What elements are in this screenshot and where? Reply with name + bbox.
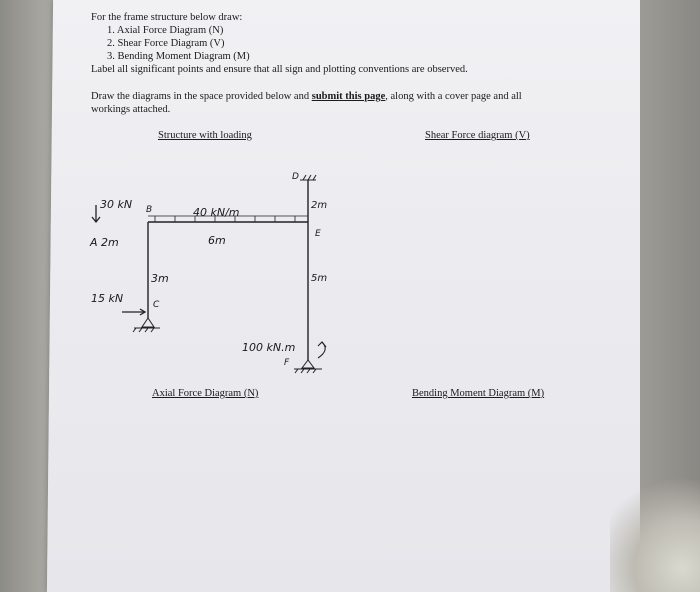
intro-text: For the frame structure below draw: [91, 12, 243, 23]
draw-instruction-2: workings attached. [91, 104, 171, 115]
udl-label: 40 kN/m [193, 206, 240, 219]
moment-label: 100 kN.m [242, 341, 296, 354]
support-d [300, 175, 316, 180]
dim-3m-label: 3m [151, 272, 169, 285]
load-30kn-arrow [92, 205, 100, 222]
support-c [133, 318, 160, 332]
node-f-label: F [284, 358, 290, 368]
load-15kn-arrow [122, 309, 145, 315]
node-d-label: D [292, 172, 299, 182]
left-2m-label [90, 236, 119, 249]
load-15kn-label: 15 kN [91, 292, 124, 305]
draw-text-start: Draw the diagrams in the space provided below and [91, 91, 312, 102]
moment-arrow [318, 342, 326, 358]
load-30kn-label: 30 kN [100, 198, 133, 211]
structure-heading: Structure with loading [158, 130, 252, 141]
axial-heading: Axial Force Diagram (N) [152, 388, 259, 399]
submit-emphasis: submit this page [311, 91, 386, 102]
node-b-label: B [146, 205, 153, 215]
instruction-item-1: 1. Axial Force Diagram (N) [107, 25, 224, 36]
node-a-label: A [90, 236, 98, 249]
dim-5m-label: 5m [311, 273, 328, 284]
node-e-label: E [315, 229, 321, 239]
bending-heading: Bending Moment Diagram (M) [412, 388, 545, 399]
support-f [294, 360, 322, 373]
instruction-item-3: 3. Bending Moment Diagram (M) [107, 51, 250, 62]
draw-text-end: , along with a cover page and all [385, 91, 522, 102]
node-c-label: C [153, 300, 160, 310]
dim-2m-left: 2m [101, 236, 119, 249]
span-6m-label: 6m [208, 234, 226, 247]
label-instruction: Label all significant points and ensure that all sign and plotting conventions are observed. [91, 64, 468, 75]
shear-heading: Shear Force diagram (V) [425, 130, 530, 141]
dim-2m-right-label: 2m [311, 200, 328, 211]
instruction-item-2: 2. Shear Force Diagram (V) [107, 38, 225, 49]
